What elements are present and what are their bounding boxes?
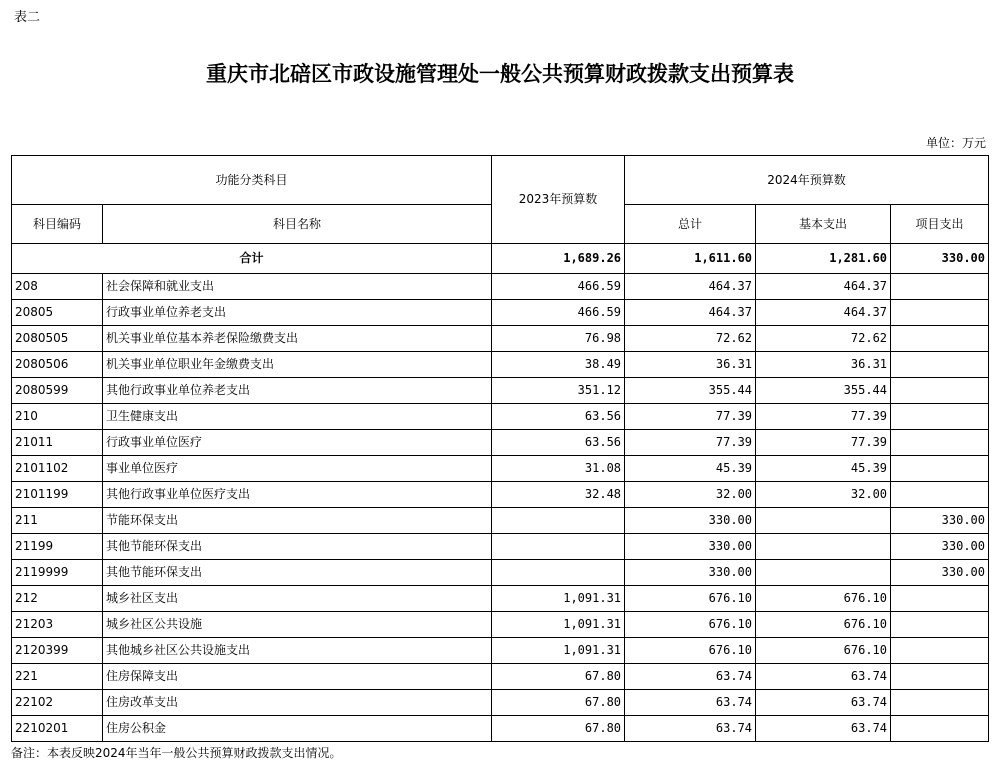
total-basic: 1,281.60 <box>756 244 891 274</box>
table-body <box>12 156 989 742</box>
basic-expense-value: 72.62 <box>756 326 891 352</box>
budget-2023-value: 67.80 <box>492 716 625 742</box>
total-label: 合计 <box>12 244 492 274</box>
code-header: 科目编码 <box>12 205 103 244</box>
project-expense-value <box>891 664 989 690</box>
budget-2023-value: 466.59 <box>492 300 625 326</box>
budget-2023-value: 38.49 <box>492 352 625 378</box>
total-2024: 1,611.60 <box>625 244 756 274</box>
project-expense-value <box>891 612 989 638</box>
table-row <box>12 456 989 482</box>
budget-2024-total-value: 330.00 <box>625 534 756 560</box>
budget-2023-value: 63.56 <box>492 430 625 456</box>
project-expense-value <box>891 586 989 612</box>
budget-2024-total-value: 45.39 <box>625 456 756 482</box>
budget-2023-value: 76.98 <box>492 326 625 352</box>
table-row <box>12 560 989 586</box>
subject-code: 22102 <box>12 690 103 716</box>
table-row <box>12 430 989 456</box>
subject-code: 2080506 <box>12 352 103 378</box>
budget-2024-total-value: 63.74 <box>625 716 756 742</box>
project-expense-value <box>891 404 989 430</box>
total-row <box>12 244 989 274</box>
budget-2023-value <box>492 560 625 586</box>
subject-name: 城乡社区支出 <box>103 586 492 612</box>
subject-name: 其他节能环保支出 <box>103 534 492 560</box>
subject-code: 21199 <box>12 534 103 560</box>
subject-code: 212 <box>12 586 103 612</box>
subject-name: 卫生健康支出 <box>103 404 492 430</box>
subject-code: 2080505 <box>12 326 103 352</box>
budget-2024-total-value: 63.74 <box>625 690 756 716</box>
subject-name: 事业单位医疗 <box>103 456 492 482</box>
subject-code: 2101102 <box>12 456 103 482</box>
budget-2023-value: 466.59 <box>492 274 625 300</box>
basic-expense-value: 36.31 <box>756 352 891 378</box>
project-expense-value <box>891 482 989 508</box>
budget-2024-total-value: 464.37 <box>625 300 756 326</box>
total-2023: 1,689.26 <box>492 244 625 274</box>
project-expense-value <box>891 716 989 742</box>
table-row <box>12 326 989 352</box>
budget-2024-total-value: 77.39 <box>625 430 756 456</box>
budget-2024-total-value: 32.00 <box>625 482 756 508</box>
subject-code: 2119999 <box>12 560 103 586</box>
unit-label: 单位：万元 <box>925 136 986 150</box>
budget-2023-value <box>492 508 625 534</box>
subject-name: 行政事业单位医疗 <box>103 430 492 456</box>
table-row <box>12 638 989 664</box>
budget-2024-total-value: 330.00 <box>625 560 756 586</box>
budget-2024-total-value: 676.10 <box>625 638 756 664</box>
subject-code: 21203 <box>12 612 103 638</box>
budget-2023-value: 67.80 <box>492 690 625 716</box>
table-row <box>12 300 989 326</box>
basic-expense-value: 355.44 <box>756 378 891 404</box>
basic-expense-value: 676.10 <box>756 586 891 612</box>
footnote: 备注：本表反映2024年当年一般公共预算财政拨款支出情况。 <box>11 746 342 760</box>
table-row <box>12 612 989 638</box>
budget-table <box>11 155 989 742</box>
budget-2024-total-value: 77.39 <box>625 404 756 430</box>
subject-name: 住房改革支出 <box>103 690 492 716</box>
budget-2023-value: 351.12 <box>492 378 625 404</box>
table-row <box>12 508 989 534</box>
basic-expense-value: 464.37 <box>756 274 891 300</box>
subject-name: 机关事业单位基本养老保险缴费支出 <box>103 326 492 352</box>
subject-code: 2120399 <box>12 638 103 664</box>
project-expense-value <box>891 378 989 404</box>
budget-2024-total-value: 464.37 <box>625 274 756 300</box>
subject-code: 221 <box>12 664 103 690</box>
subject-name: 社会保障和就业支出 <box>103 274 492 300</box>
subject-code: 20805 <box>12 300 103 326</box>
table-row <box>12 352 989 378</box>
project-expense-value: 330.00 <box>891 534 989 560</box>
subject-name: 节能环保支出 <box>103 508 492 534</box>
budget-2024-total-value: 36.31 <box>625 352 756 378</box>
project-expense-value <box>891 430 989 456</box>
project-expense-value: 330.00 <box>891 560 989 586</box>
project-expense-value <box>891 352 989 378</box>
basic-expense-value: 63.74 <box>756 690 891 716</box>
budget-2024-total-value: 676.10 <box>625 612 756 638</box>
name-header: 科目名称 <box>103 205 492 244</box>
table-row <box>12 664 989 690</box>
total-header: 总计 <box>625 205 756 244</box>
basic-expense-value <box>756 508 891 534</box>
basic-expense-value: 32.00 <box>756 482 891 508</box>
table-row <box>12 404 989 430</box>
subject-name: 其他城乡社区公共设施支出 <box>103 638 492 664</box>
subject-code: 208 <box>12 274 103 300</box>
project-expense-value <box>891 456 989 482</box>
basic-expense-value: 63.74 <box>756 716 891 742</box>
budget-2023-value: 63.56 <box>492 404 625 430</box>
budget-2024-total-value: 676.10 <box>625 586 756 612</box>
table-row <box>12 534 989 560</box>
subject-name: 城乡社区公共设施 <box>103 612 492 638</box>
budget-2023-value: 1,091.31 <box>492 586 625 612</box>
budget-2023-value: 32.48 <box>492 482 625 508</box>
subject-name: 其他行政事业单位养老支出 <box>103 378 492 404</box>
budget-2023-value: 67.80 <box>492 664 625 690</box>
project-expense-value <box>891 326 989 352</box>
subject-code: 2210201 <box>12 716 103 742</box>
total-project: 330.00 <box>891 244 989 274</box>
header-row-1 <box>12 156 989 205</box>
project-expense-value <box>891 638 989 664</box>
basic-expense-value: 676.10 <box>756 638 891 664</box>
table-row <box>12 586 989 612</box>
subject-code: 2101199 <box>12 482 103 508</box>
project-expense-value <box>891 690 989 716</box>
subject-name: 其他节能环保支出 <box>103 560 492 586</box>
project-expense-value <box>891 274 989 300</box>
table-row <box>12 482 989 508</box>
table-row <box>12 274 989 300</box>
budget-2024-total-value: 330.00 <box>625 508 756 534</box>
budget-2023-value: 1,091.31 <box>492 612 625 638</box>
basic-expense-value: 676.10 <box>756 612 891 638</box>
project-expense-value <box>891 300 989 326</box>
subject-name: 行政事业单位养老支出 <box>103 300 492 326</box>
subject-name: 住房保障支出 <box>103 664 492 690</box>
subject-name: 机关事业单位职业年金缴费支出 <box>103 352 492 378</box>
basic-expense-value <box>756 560 891 586</box>
budget-2024-header: 2024年预算数 <box>625 156 989 205</box>
budget-2024-total-value: 72.62 <box>625 326 756 352</box>
document-label: 表二 <box>14 10 41 25</box>
page-title: 重庆市北碚区市政设施管理处一般公共预算财政拨款支出预算表 <box>206 61 794 86</box>
budget-2023-value <box>492 534 625 560</box>
subject-code: 21011 <box>12 430 103 456</box>
budget-2024-total-value: 63.74 <box>625 664 756 690</box>
basic-expense-value <box>756 534 891 560</box>
subject-code: 211 <box>12 508 103 534</box>
budget-2023-header: 2023年预算数 <box>492 156 625 244</box>
table-row <box>12 378 989 404</box>
basic-expense-value: 63.74 <box>756 664 891 690</box>
subject-name: 住房公积金 <box>103 716 492 742</box>
project-header: 项目支出 <box>891 205 989 244</box>
basic-header: 基本支出 <box>756 205 891 244</box>
budget-2023-value: 31.08 <box>492 456 625 482</box>
subject-name: 其他行政事业单位医疗支出 <box>103 482 492 508</box>
functional-subject-header: 功能分类科目 <box>12 156 492 205</box>
table-row <box>12 716 989 742</box>
basic-expense-value: 45.39 <box>756 456 891 482</box>
budget-2024-total-value: 355.44 <box>625 378 756 404</box>
subject-code: 2080599 <box>12 378 103 404</box>
basic-expense-value: 77.39 <box>756 430 891 456</box>
project-expense-value: 330.00 <box>891 508 989 534</box>
budget-2023-value: 1,091.31 <box>492 638 625 664</box>
table-row <box>12 690 989 716</box>
basic-expense-value: 77.39 <box>756 404 891 430</box>
basic-expense-value: 464.37 <box>756 300 891 326</box>
subject-code: 210 <box>12 404 103 430</box>
